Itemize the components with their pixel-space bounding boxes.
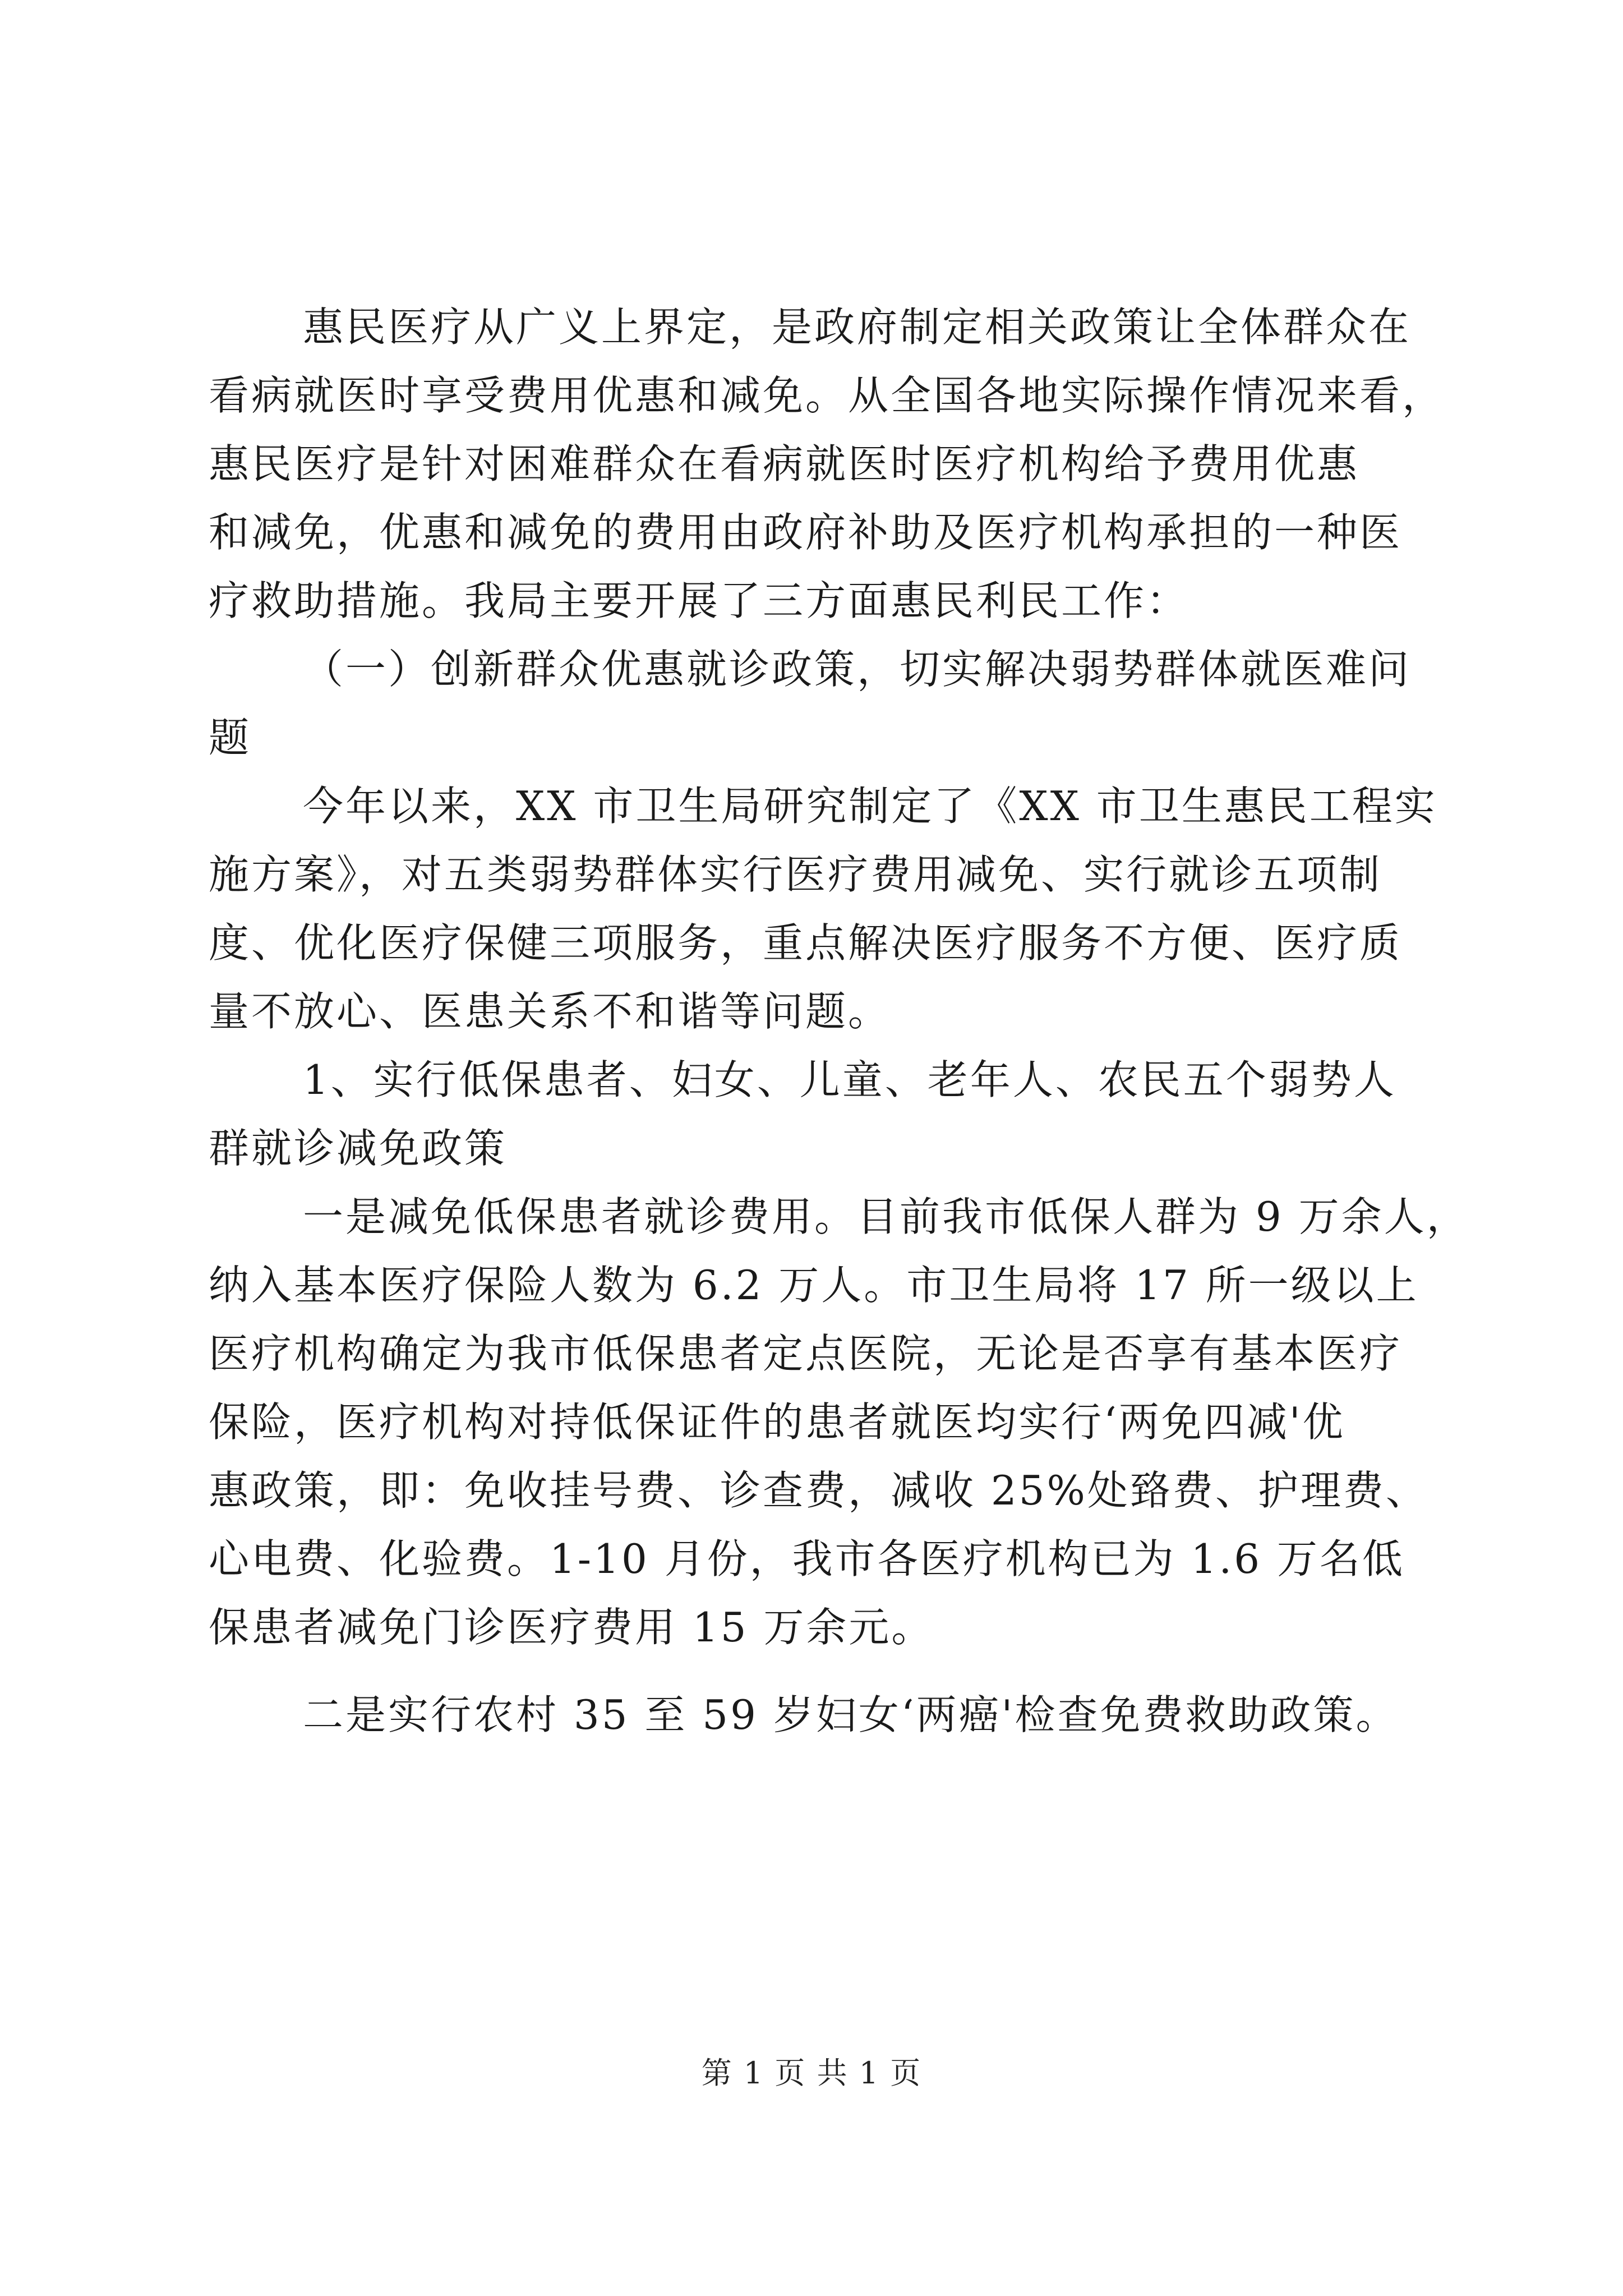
subheading-line: 群就诊减免政策 (209, 1125, 508, 1172)
section-heading-line: （一）创新群众优惠就诊政策，切实解决弱势群体就医难问 (303, 646, 1412, 693)
paragraph-line: 保患者减免门诊医疗费用 15 万余元。 (209, 1604, 934, 1651)
paragraph-line: 度、优化医疗保健三项服务，重点解决医疗服务不方便、医疗质 (209, 919, 1403, 967)
paragraph-line: 保险，医疗机构对持低保证件的患者就医均实行‘两免四减'优 (209, 1398, 1345, 1446)
paragraph-line: 惠政策，即：免收挂号费、诊查费，减收 25%处臵费、护理费、 (209, 1467, 1428, 1514)
paragraph-line: 和减免，优惠和减免的费用由政府补助及医疗机构承担的一种医 (209, 509, 1403, 556)
paragraph-line: 惠民医疗从广义上界定，是政府制定相关政策让全体群众在 (303, 303, 1412, 351)
subheading-line: 1、实行低保患者、妇女、儿童、老年人、农民五个弱势人 (303, 1056, 1396, 1103)
page-footer: 第 1 页 共 1 页 (701, 2055, 922, 2091)
paragraph-line: 量不放心、医患关系不和谐等问题。 (209, 988, 891, 1035)
paragraph-line: 医疗机构确定为我市低保患者定点医院，无论是否享有基本医疗 (209, 1330, 1403, 1377)
paragraph-line: 纳入基本医疗保险人数为 6.2 万人。市卫生局将 17 所一级以上 (209, 1262, 1419, 1309)
paragraph-line: 疗救助措施。我局主要开展了三方面惠民利民工作： (209, 577, 1189, 624)
section-heading-line: 题 (209, 714, 252, 761)
paragraph-line: 惠民医疗是针对困难群众在看病就医时医疗机构给予费用优惠 (209, 440, 1360, 487)
paragraph-line: 今年以来，XX 市卫生局研究制定了《XX 市卫生惠民工程实 (303, 783, 1437, 830)
paragraph-line: 心电费、化验费。1-10 月份，我市各医疗机构已为 1.6 万名低 (209, 1535, 1405, 1582)
paragraph-line: 一是减免低保患者就诊费用。目前我市低保人群为 9 万余人， (303, 1193, 1469, 1240)
paragraph-line: 施方案》，对五类弱势群体实行医疗费用减免、实行就诊五项制 (209, 851, 1382, 898)
paragraph-line: 看病就医时享受费用优惠和减免。从全国各地实际操作情况来看， (209, 372, 1445, 419)
paragraph-line: 二是实行农村 35 至 59 岁妇女‘两癌'检查免费救助政策。 (303, 1691, 1399, 1738)
